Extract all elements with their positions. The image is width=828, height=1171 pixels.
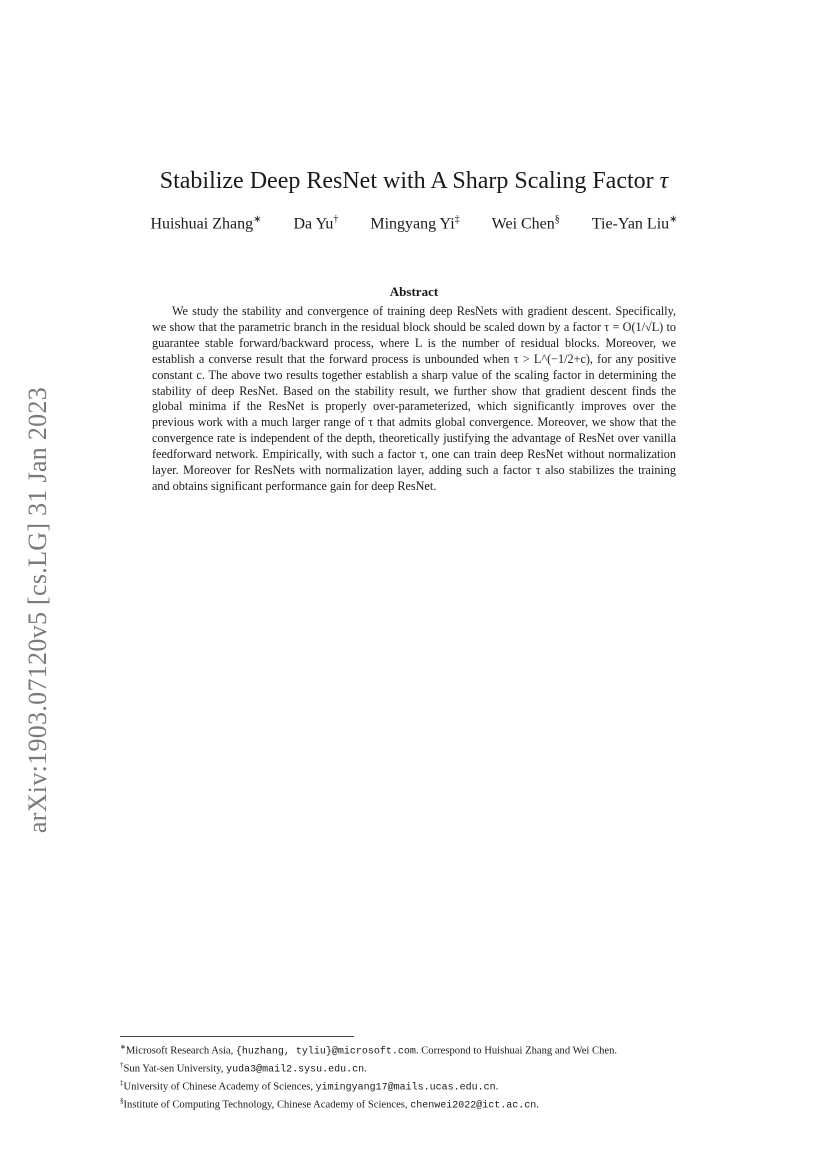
author <box>294 214 339 233</box>
paper-title-text: Stabilize Deep ResNet with A Sharp Scaling Factor <box>159 168 654 194</box>
author-name: Da Yu <box>293 215 334 233</box>
paper-title <box>0 168 828 195</box>
footnote <box>120 1059 720 1077</box>
author-list <box>0 214 828 233</box>
abstract-heading: Abstract <box>389 284 439 299</box>
author-mark: ∗ <box>253 214 262 225</box>
footnote-email: chenwei2022@ict.ac.cn <box>410 1100 537 1112</box>
abstract-body: We study the stability and convergence of training deep ResNets with gradient descent. Specifically, we show that the parametric branch in the residual block should be scaled down by a factor τ = O(1/√L) to guarantee stable forward/backward process, where L is the number of residual blocks. Moreover, we establish a converse result that the forward process is unbounded when τ > L^(−1/2+c), for any positive constant c. The above two results together establish a sharp value of the scaling factor in determining the stability of deep ResNet. Based on the stability result, we further show that gradient descent finds the global minima if the ResNet is properly over-parameterized, which significantly improves over the previous work with a much larger range of τ that admits global convergence. Moreover, we show that the convergence rate is independent of the depth, theoretically justifying the advantage of ResNet over vanilla feedforward network. Empirically, with such a factor τ, one can train deep ResNet without normalization layer. Moreover for ResNets with normalization layer, adding such a factor τ also stabilizes the training and obtains significant performance gain for deep ResNet. <box>152 304 676 493</box>
footnote-text: Microsoft Research Asia, <box>125 1045 236 1057</box>
footnote-text: Sun Yat-sen University, <box>123 1063 227 1075</box>
author-name: Mingyang Yi <box>370 215 455 233</box>
author-mark: ∗ <box>669 214 678 225</box>
footnote-text: Institute of Computing Technology, Chinese Academy of Sciences, <box>123 1099 411 1111</box>
footnote-text: . <box>495 1081 499 1093</box>
arxiv-identifier: arXiv:1903.07120v5 [cs.LG] 31 Jan 2023 <box>23 386 52 834</box>
author-name: Tie-Yan Liu <box>591 215 670 233</box>
footnote-text: . Correspond to Huishuai Zhang and Wei Chen. <box>415 1045 618 1057</box>
author-mark: † <box>333 214 339 225</box>
footnote <box>120 1077 720 1095</box>
footnote-text: University of Chinese Academy of Sciences, <box>123 1081 316 1093</box>
footnote-text: . <box>364 1063 367 1075</box>
author-mark: § <box>554 214 560 225</box>
author <box>592 214 678 233</box>
author <box>492 214 560 233</box>
footnotes <box>120 1041 720 1113</box>
footnote-email: yimingyang17@mails.ucas.edu.cn <box>315 1082 496 1094</box>
arxiv-side-stamp <box>22 370 54 850</box>
footnote-divider <box>120 1036 354 1037</box>
footnote-mark: † <box>120 1060 124 1069</box>
footnote-email: yuda3@mail2.sysu.edu.cn <box>226 1064 365 1076</box>
footnote-mark: ‡ <box>120 1078 124 1087</box>
footnote-mark: ∗ <box>120 1043 126 1051</box>
footnote-text: . <box>536 1099 539 1111</box>
author-name: Wei Chen <box>491 215 555 233</box>
author-mark: ‡ <box>454 214 460 225</box>
footnote <box>120 1095 720 1113</box>
author-name: Huishuai Zhang <box>150 215 254 233</box>
footnote-mark: § <box>120 1096 124 1105</box>
footnote-email: {huzhang, tyliu}@microsoft.com <box>235 1046 416 1058</box>
author <box>370 214 459 233</box>
paper-title-symbol: τ <box>659 168 669 194</box>
footnote <box>120 1041 720 1059</box>
author <box>150 214 261 233</box>
